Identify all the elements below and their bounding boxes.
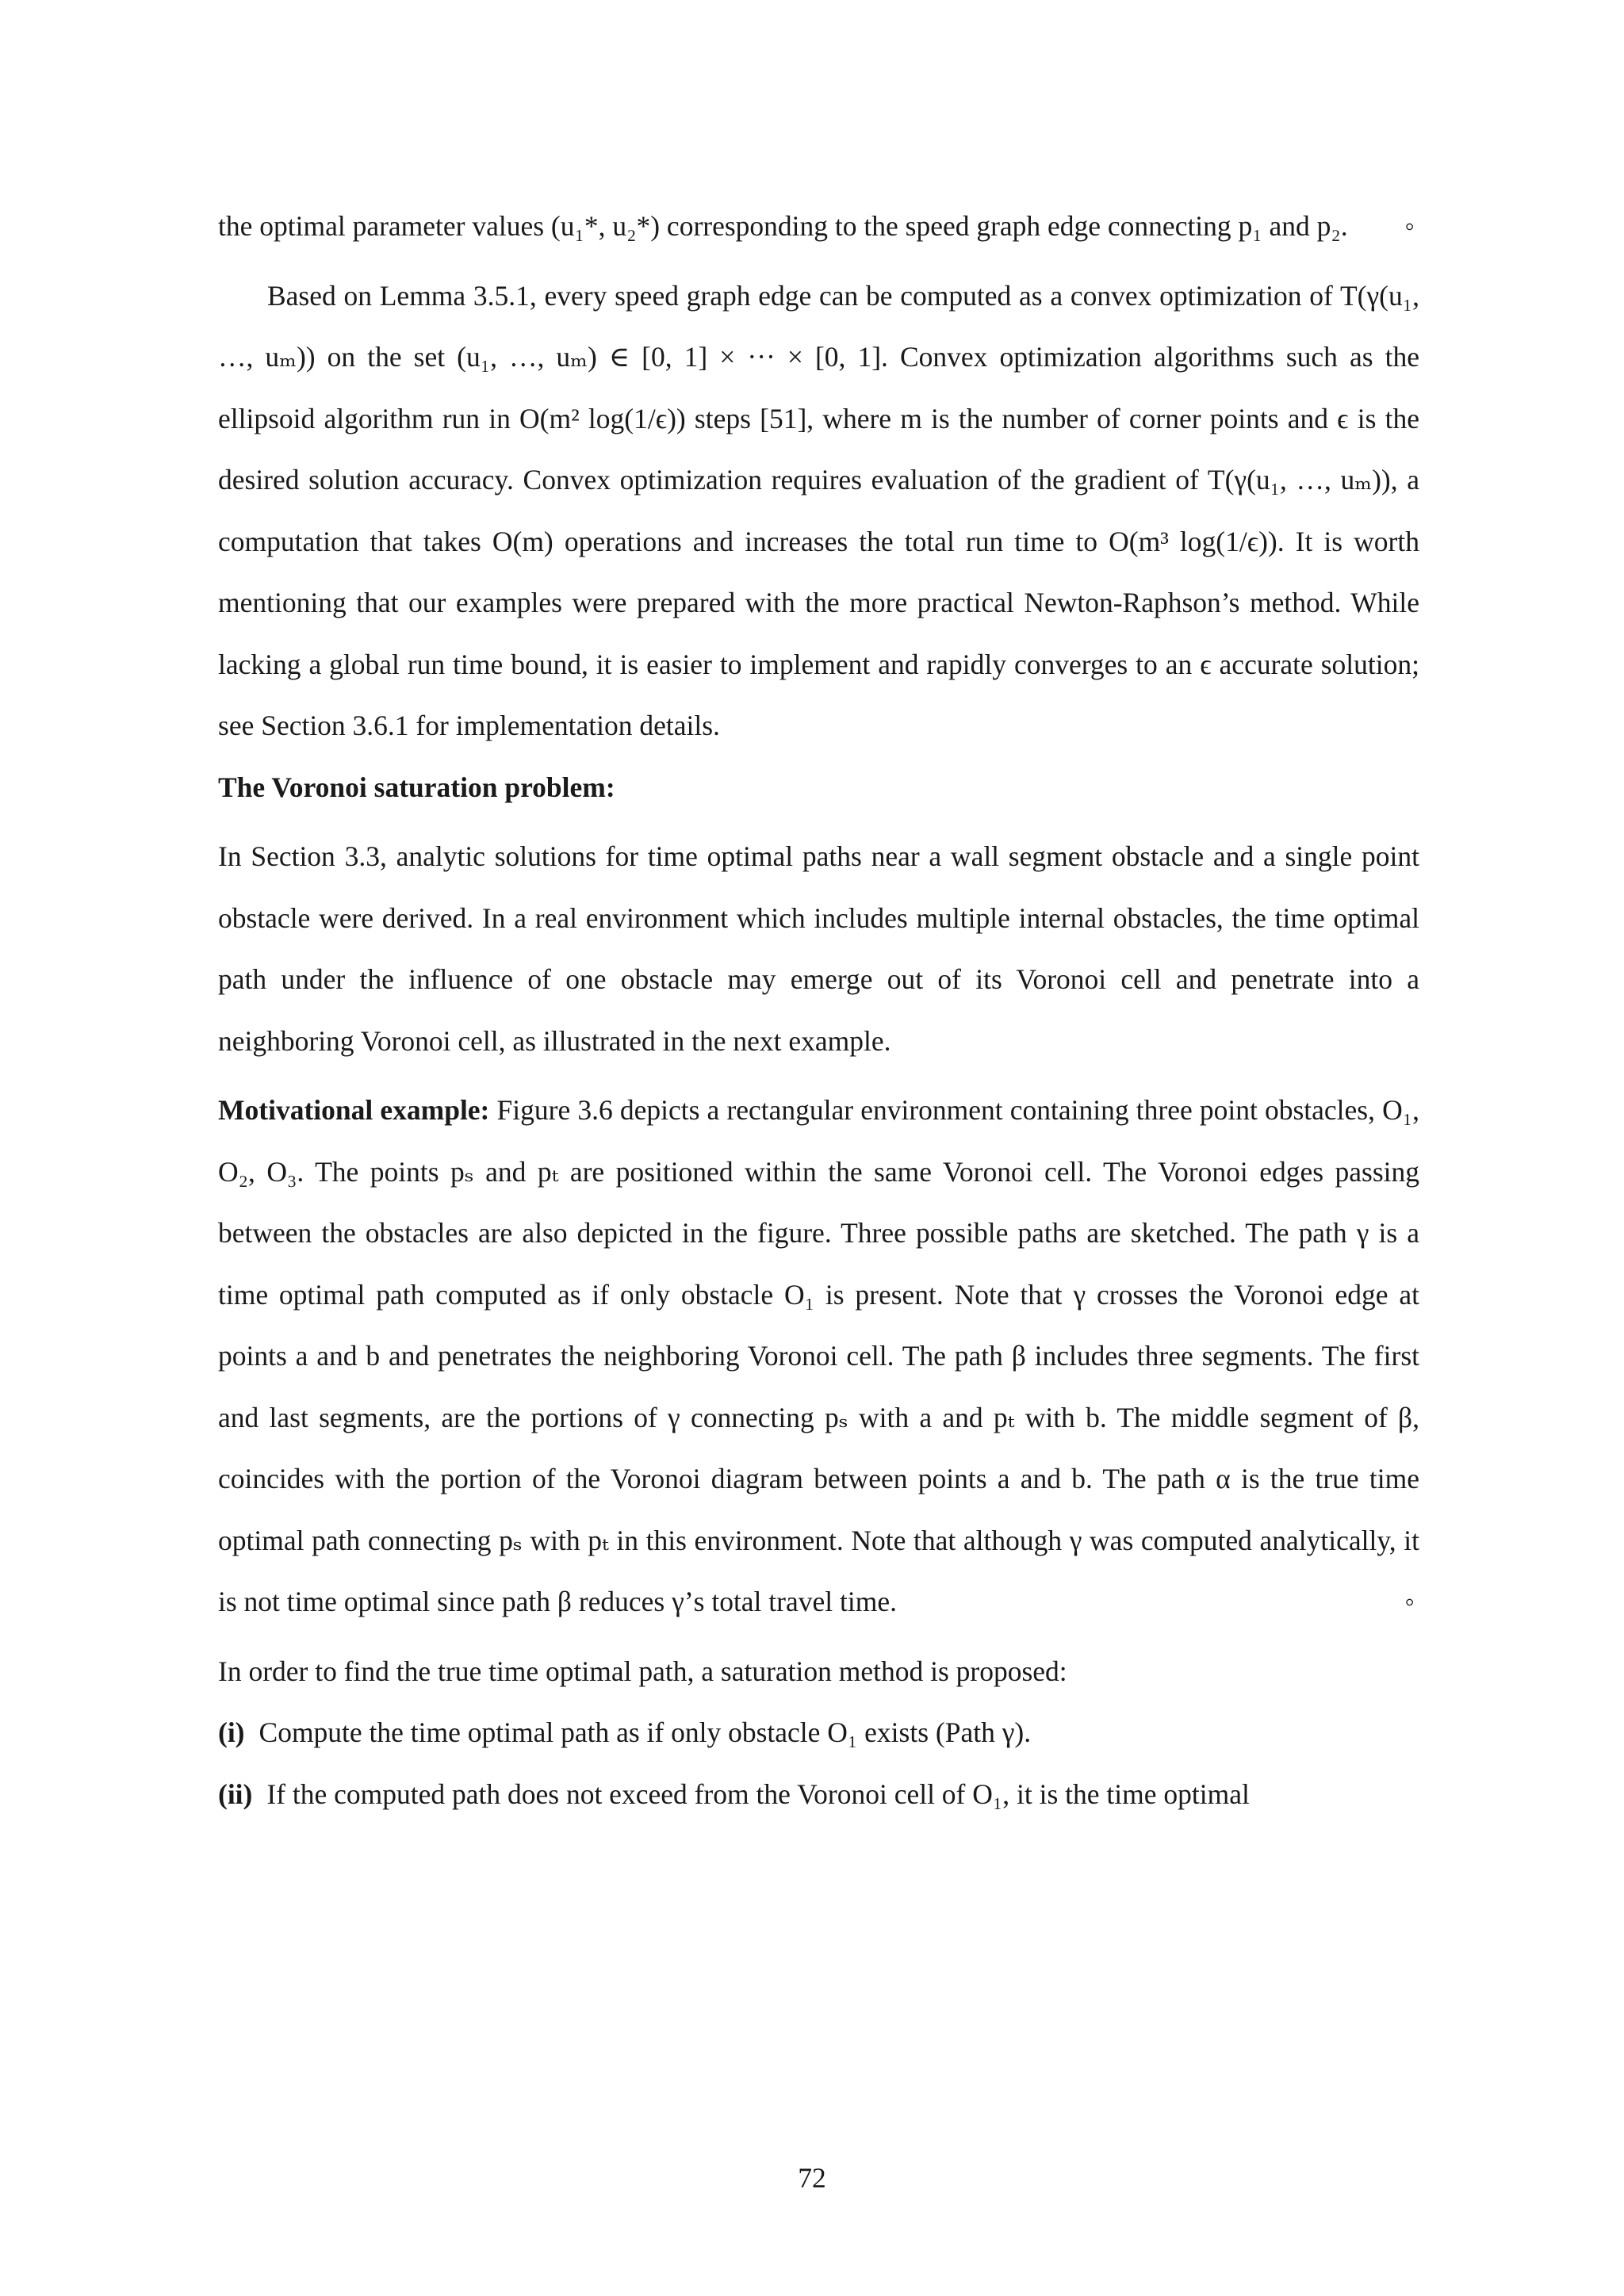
paragraph-convex-optimization: Based on Lemma 3.5.1, every speed graph edge can be computed as a convex optimization of T(γ(u₁, …, uₘ)) on the set (u₁, …, uₘ) ∈ [0, 1] × ··· × [0, 1]. Convex optimization algorithms such as the ellipsoid algorithm run in O(m² log(1/ϵ)) steps [51], where m is the number of corner points and ϵ is the desired solution accuracy. Convex optimization requires evaluation of the gradient of T(γ(u₁, …, uₘ)), a computation that takes O(m) operations and increases the total run time to O(m³ log(1/ϵ)). It is worth mentioning that our examples were prepared with the more practical Newton-Raphson’s method. While lacking a global run time bound, it is easier to implement and rapidly converges to an ϵ accurate solution; see Section 3.6.1 for implementation details.: [218, 279, 1419, 741]
page-number: 72: [798, 2162, 826, 2194]
list-label-ii: (ii): [218, 1777, 253, 1810]
section-heading-voronoi-saturation: The Voronoi saturation problem:: [218, 771, 615, 803]
page-body: [218, 196, 1419, 1825]
paragraph-continuation: the optimal parameter values (u₁*, u₂*) corresponding to the speed graph edge connecting p₁ and p₂. ◦: [218, 196, 1419, 258]
run-in-heading-motivational-example: Motivational example:: [218, 1094, 490, 1126]
paragraph-motivational-example: [218, 1080, 1419, 1633]
list-item-ii: [218, 1764, 1419, 1826]
motivational-example-text: Figure 3.6 depicts a rectangular environment containing three point obstacles, O₁, O₂, O₃. The points pₛ and pₜ are positioned within the same Voronoi cell. The Voronoi edges passing between the obstacles are also depicted in the figure. Three possible paths are sketched. The path γ is a time optimal path computed as if only obstacle O₁ is present. Note that γ crosses the Voronoi edge at points a and b and penetrates the neighboring Voronoi cell. The path β includes three segments. The first and last segments, are the portions of γ connecting pₛ with a and pₜ with b. The middle segment of β, coincides with the portion of the Voronoi diagram between points a and b. The path α is the true time optimal path connecting pₛ with pₜ in this environment. Note that although γ was computed analytically, it is not time optimal since path β reduces γ’s total travel time.: [218, 1094, 1420, 1617]
list-text-i: Compute the time optimal path as if only obstacle O₁ exists (Path γ).: [259, 1716, 1032, 1748]
list-text-ii: If the computed path does not exceed from the Voronoi cell of O₁, it is the time optimal: [266, 1777, 1250, 1810]
paragraph-voronoi-problem: In Section 3.3, analytic solutions for time optimal paths near a wall segment obstacle and a single point obstacle were derived. In a real environment which includes multiple internal obstacles, the time optimal path under the influence of one obstacle may emerge out of its Voronoi cell and penetrate into a neighboring Voronoi cell, as illustrated in the next example.: [218, 840, 1419, 1057]
list-item-i: [218, 1702, 1419, 1764]
list-label-i: (i): [218, 1716, 245, 1748]
end-of-proof-mark: ◦: [1404, 210, 1415, 242]
end-of-example-mark: ◦: [1404, 1586, 1415, 1617]
paragraph-saturation-intro: In order to find the true time optimal path, a saturation method is proposed:: [218, 1655, 1067, 1687]
